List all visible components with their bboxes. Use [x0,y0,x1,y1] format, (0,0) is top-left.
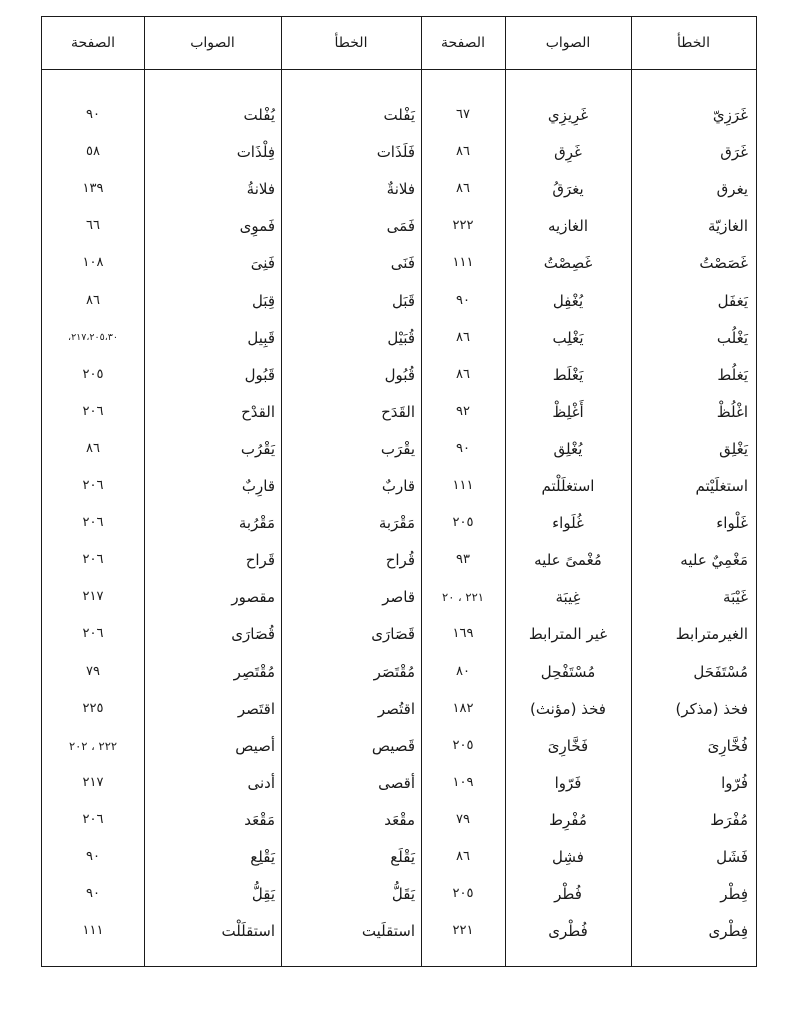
cell-correct-left: مَقْعَد [244,810,275,829]
cell-correct-right: غِيبَة [555,588,581,607]
cell-correct-right: يُغْفِل [552,291,584,310]
cell-correct-right: مُفْرِط [549,810,587,829]
cell-wrong-right: غَرَزِيّ [712,106,748,124]
cell-wrong-left: مقْعَد [384,810,415,829]
table-row [42,913,756,949]
cell-page-left: ١٣٩ [82,181,104,197]
cell-correct-right: أَغْلِظْ [552,402,584,421]
cell-correct-right: مُغْمىً عليه [534,551,602,570]
table-header [42,17,756,70]
cell-page-left: ٢٢٥ [82,700,104,716]
table-row [42,468,756,504]
cell-page-right: ٢٢١ ، ٢٠ [442,590,484,605]
cell-wrong-left: قَصَارَى [371,625,415,644]
cell-page-left: ٢٢٢ ، ٢٠٢ [68,738,118,753]
cell-correct-right: استغلَلْتم [541,477,595,495]
cell-correct-left: يَقْرُب [240,439,275,458]
cell-correct-right: غَرِق [554,143,582,162]
cell-correct-left: قَبِيل [247,328,275,347]
cell-wrong-right: فَشَل [716,848,748,866]
table-row [42,876,756,912]
header-page-left: الصفحة [71,35,115,51]
cell-page-right: ٨٦ [456,144,470,160]
cell-correct-right: غير المترابط [528,625,608,644]
cell-page-right: ١٦٩ [452,626,474,642]
cell-correct-left: مَقْرُبة [238,514,275,533]
cell-correct-left: استقلَلْت [221,922,275,941]
cell-page-right: ٨٦ [456,366,470,382]
cell-page-right: ٨٦ [456,181,470,197]
cell-wrong-right: فُرّوا [721,773,748,792]
cell-correct-left: مُقْتَصِر [233,662,275,681]
cell-wrong-right: فِطْر [720,885,748,904]
cell-page-right: ١١١ [452,478,474,493]
cell-wrong-right: فِطْرى [708,922,748,941]
cell-page-right: ٨٦ [456,329,470,345]
cell-wrong-left: قَبَل [391,291,415,310]
table-row [42,654,756,690]
cell-correct-right: يَغْلَط [552,365,584,384]
table-row [42,839,756,875]
cell-wrong-right: مُسْتَفَحَل [693,662,748,681]
cell-page-left: ٩٠ [86,107,100,122]
cell-page-left: ٢٠٦ [82,626,104,642]
table-row [42,320,756,356]
cell-page-right: ٢٠٥ [452,737,474,753]
cell-page-right: ٢٢١ [452,923,474,939]
cell-wrong-right: غَلْواء [716,514,748,533]
cell-wrong-right: مَغْمِيٌ عليه [680,551,748,570]
cell-page-left: ٩٠ [86,886,100,902]
cell-wrong-right: مُفْرَط [710,810,748,829]
cell-page-right: ١١١ [452,255,474,271]
cell-correct-left: أدنى [247,773,275,792]
cell-page-left: ٥٨ [86,144,100,160]
cell-page-left: ٢٠٦ [82,515,104,531]
cell-wrong-left: يَفْلت [383,106,415,124]
cell-wrong-right: فخذ (مذكر) [675,699,748,718]
cell-correct-left: فَنِىَ [250,254,275,273]
cell-page-right: ١٠٩ [452,774,474,790]
cell-wrong-right: اغْلُظْ [716,402,748,421]
header-wrong-right: الخطأ [677,35,710,51]
cell-page-right: ٨٦ [456,849,470,864]
header-correct-right: الصواب [545,35,591,51]
cell-wrong-right: فُخَّارِىَ [707,736,748,755]
cell-page-right: ٢٠٥ [452,515,474,531]
table-row [42,245,756,281]
cell-wrong-right: يَغْلُب [716,328,748,347]
cell-correct-left: يُفْلت [243,106,275,124]
cell-page-left: ٨٦ [86,292,100,308]
table-row [42,579,756,615]
cell-wrong-left: أقصى [378,773,415,792]
cell-wrong-left: قُبُول [384,365,415,384]
table-row [42,283,756,319]
table-row [42,802,756,838]
cell-wrong-left: قاربٌ [381,477,415,495]
cell-correct-left: فَموِى [239,217,275,236]
table-row [42,97,756,133]
cell-wrong-left: قَصيص [371,736,415,755]
cell-wrong-left: فَمَى [386,217,415,236]
cell-correct-right: يُغْلِق [553,439,583,458]
cell-wrong-right: يَغفَل [717,291,748,310]
cell-wrong-left: اقتُصر [377,699,415,718]
cell-wrong-right: يَغْلِق [719,439,748,458]
cell-correct-left: اقتَصر [237,699,275,718]
cell-correct-right: فَخَّارِىَ [547,736,589,755]
cell-wrong-left: يقْرَب [380,439,415,458]
cell-wrong-right: يغرق [716,180,748,199]
cell-page-left: ٢٠٦ [82,403,104,419]
cell-correct-left: فِلْذَات [236,143,275,162]
cell-page-right: ٢٠٥ [452,886,474,902]
cell-page-left: ٢٠٦ [82,552,104,568]
cell-page-left: ٢١٧،٢٠٥،٣٠، [67,331,119,343]
cell-wrong-right: غَيْبَة [723,588,748,607]
cell-wrong-right: غَرَق [720,143,748,162]
cell-correct-right: فُطْر [554,885,582,904]
cell-correct-right: مُسْتَفْحِل [540,662,596,681]
table-row [42,765,756,801]
cell-wrong-left: قُراح [385,551,415,570]
cell-page-left: ١١١ [82,923,104,939]
cell-page-left: ٢١٧ [82,589,104,605]
cell-correct-left: قِبَل [251,291,275,310]
cell-wrong-left: فَلَذَات [376,143,415,162]
cell-correct-left: أصيص [235,736,275,755]
cell-wrong-left: فلانةٌ [386,180,415,199]
cell-page-right: ٧٩ [456,811,470,827]
table-row [42,171,756,207]
cell-correct-right: فُطْرى [548,922,588,941]
cell-page-left: ٩٠ [86,849,100,864]
cell-page-right: ٩٠ [456,440,470,456]
table-row [42,505,756,541]
cell-correct-right: فشِل [552,848,584,866]
table-row [42,134,756,170]
cell-wrong-left: يَقْلَع [390,848,415,866]
cell-page-left: ٨٦ [86,440,100,456]
cell-page-right: ٩٢ [456,403,470,419]
table-row [42,357,756,393]
table-row [42,431,756,467]
cell-correct-left: قَراح [245,551,275,570]
cell-wrong-right: استغلَيْتم [695,477,748,495]
header-page-right: الصفحة [441,35,485,51]
cell-correct-right: غُلَواء [552,514,584,533]
cell-correct-right: غَرِيزِي [547,106,589,124]
cell-page-right: ٢٢٢ [452,218,474,234]
header-correct-left: الصواب [190,35,235,51]
cell-wrong-left: القَدَح [381,402,415,421]
cell-correct-right: الغازيه [547,217,588,236]
cell-wrong-left: قُبَيْل [387,328,415,347]
cell-correct-left: قَبُول [244,365,275,384]
cell-wrong-left: فَنَى [390,254,415,273]
cell-correct-left: قُصَارَى [231,625,275,644]
table-row [42,616,756,652]
cell-correct-left: القدْح [241,402,275,421]
cell-page-right: ١٨٢ [452,700,474,716]
header-wrong-left: الخطأ [334,35,368,51]
cell-wrong-left: يَقَلُّ [391,885,415,904]
cell-wrong-right: الغازيّة [707,217,748,236]
cell-page-right: ٨٠ [456,663,470,679]
table-row [42,542,756,578]
cell-correct-left: يَقِلُّ [251,885,275,904]
table-row [42,394,756,430]
cell-page-right: ٩٣ [456,552,470,568]
table-row [42,208,756,244]
cell-page-left: ٢١٧ [82,774,104,790]
cell-correct-right: يغرَقُ [552,180,584,199]
cell-correct-right: فخذ (مؤنث) [530,699,606,718]
cell-page-left: ٢٠٥ [82,366,104,382]
cell-wrong-right: يَغلُط [717,365,748,384]
errata-table [41,16,757,967]
cell-wrong-left: مُقْتَصَر [373,662,415,681]
cell-correct-right: يَغْلِب [552,328,584,347]
cell-correct-left: يَقْلِع [250,848,275,866]
cell-wrong-left: قاصر [382,588,415,607]
cell-page-right: ٩٠ [456,292,470,308]
table-row [42,691,756,727]
cell-page-left: ١٠٨ [82,255,104,271]
cell-page-left: ٧٩ [86,663,100,679]
cell-correct-left: قارِبٌ [241,477,275,495]
cell-correct-right: فَرّوا [554,773,582,792]
cell-page-right: ٦٧ [456,107,470,122]
cell-wrong-left: استقلَيت [361,922,415,941]
cell-page-left: ٢٠٦ [82,478,104,493]
cell-correct-right: غَصِصْتُ [543,254,593,273]
cell-correct-left: مقصور [231,588,275,607]
cell-page-left: ٢٠٦ [82,811,104,827]
cell-wrong-right: غَصَصْتُ [699,254,748,273]
cell-wrong-left: مَقْرَبة [378,514,415,533]
cell-page-left: ٦٦ [86,218,100,234]
cell-correct-left: فلانةُ [246,180,275,199]
table-row [42,728,756,764]
cell-wrong-right: الغيرمترابط [675,625,748,644]
